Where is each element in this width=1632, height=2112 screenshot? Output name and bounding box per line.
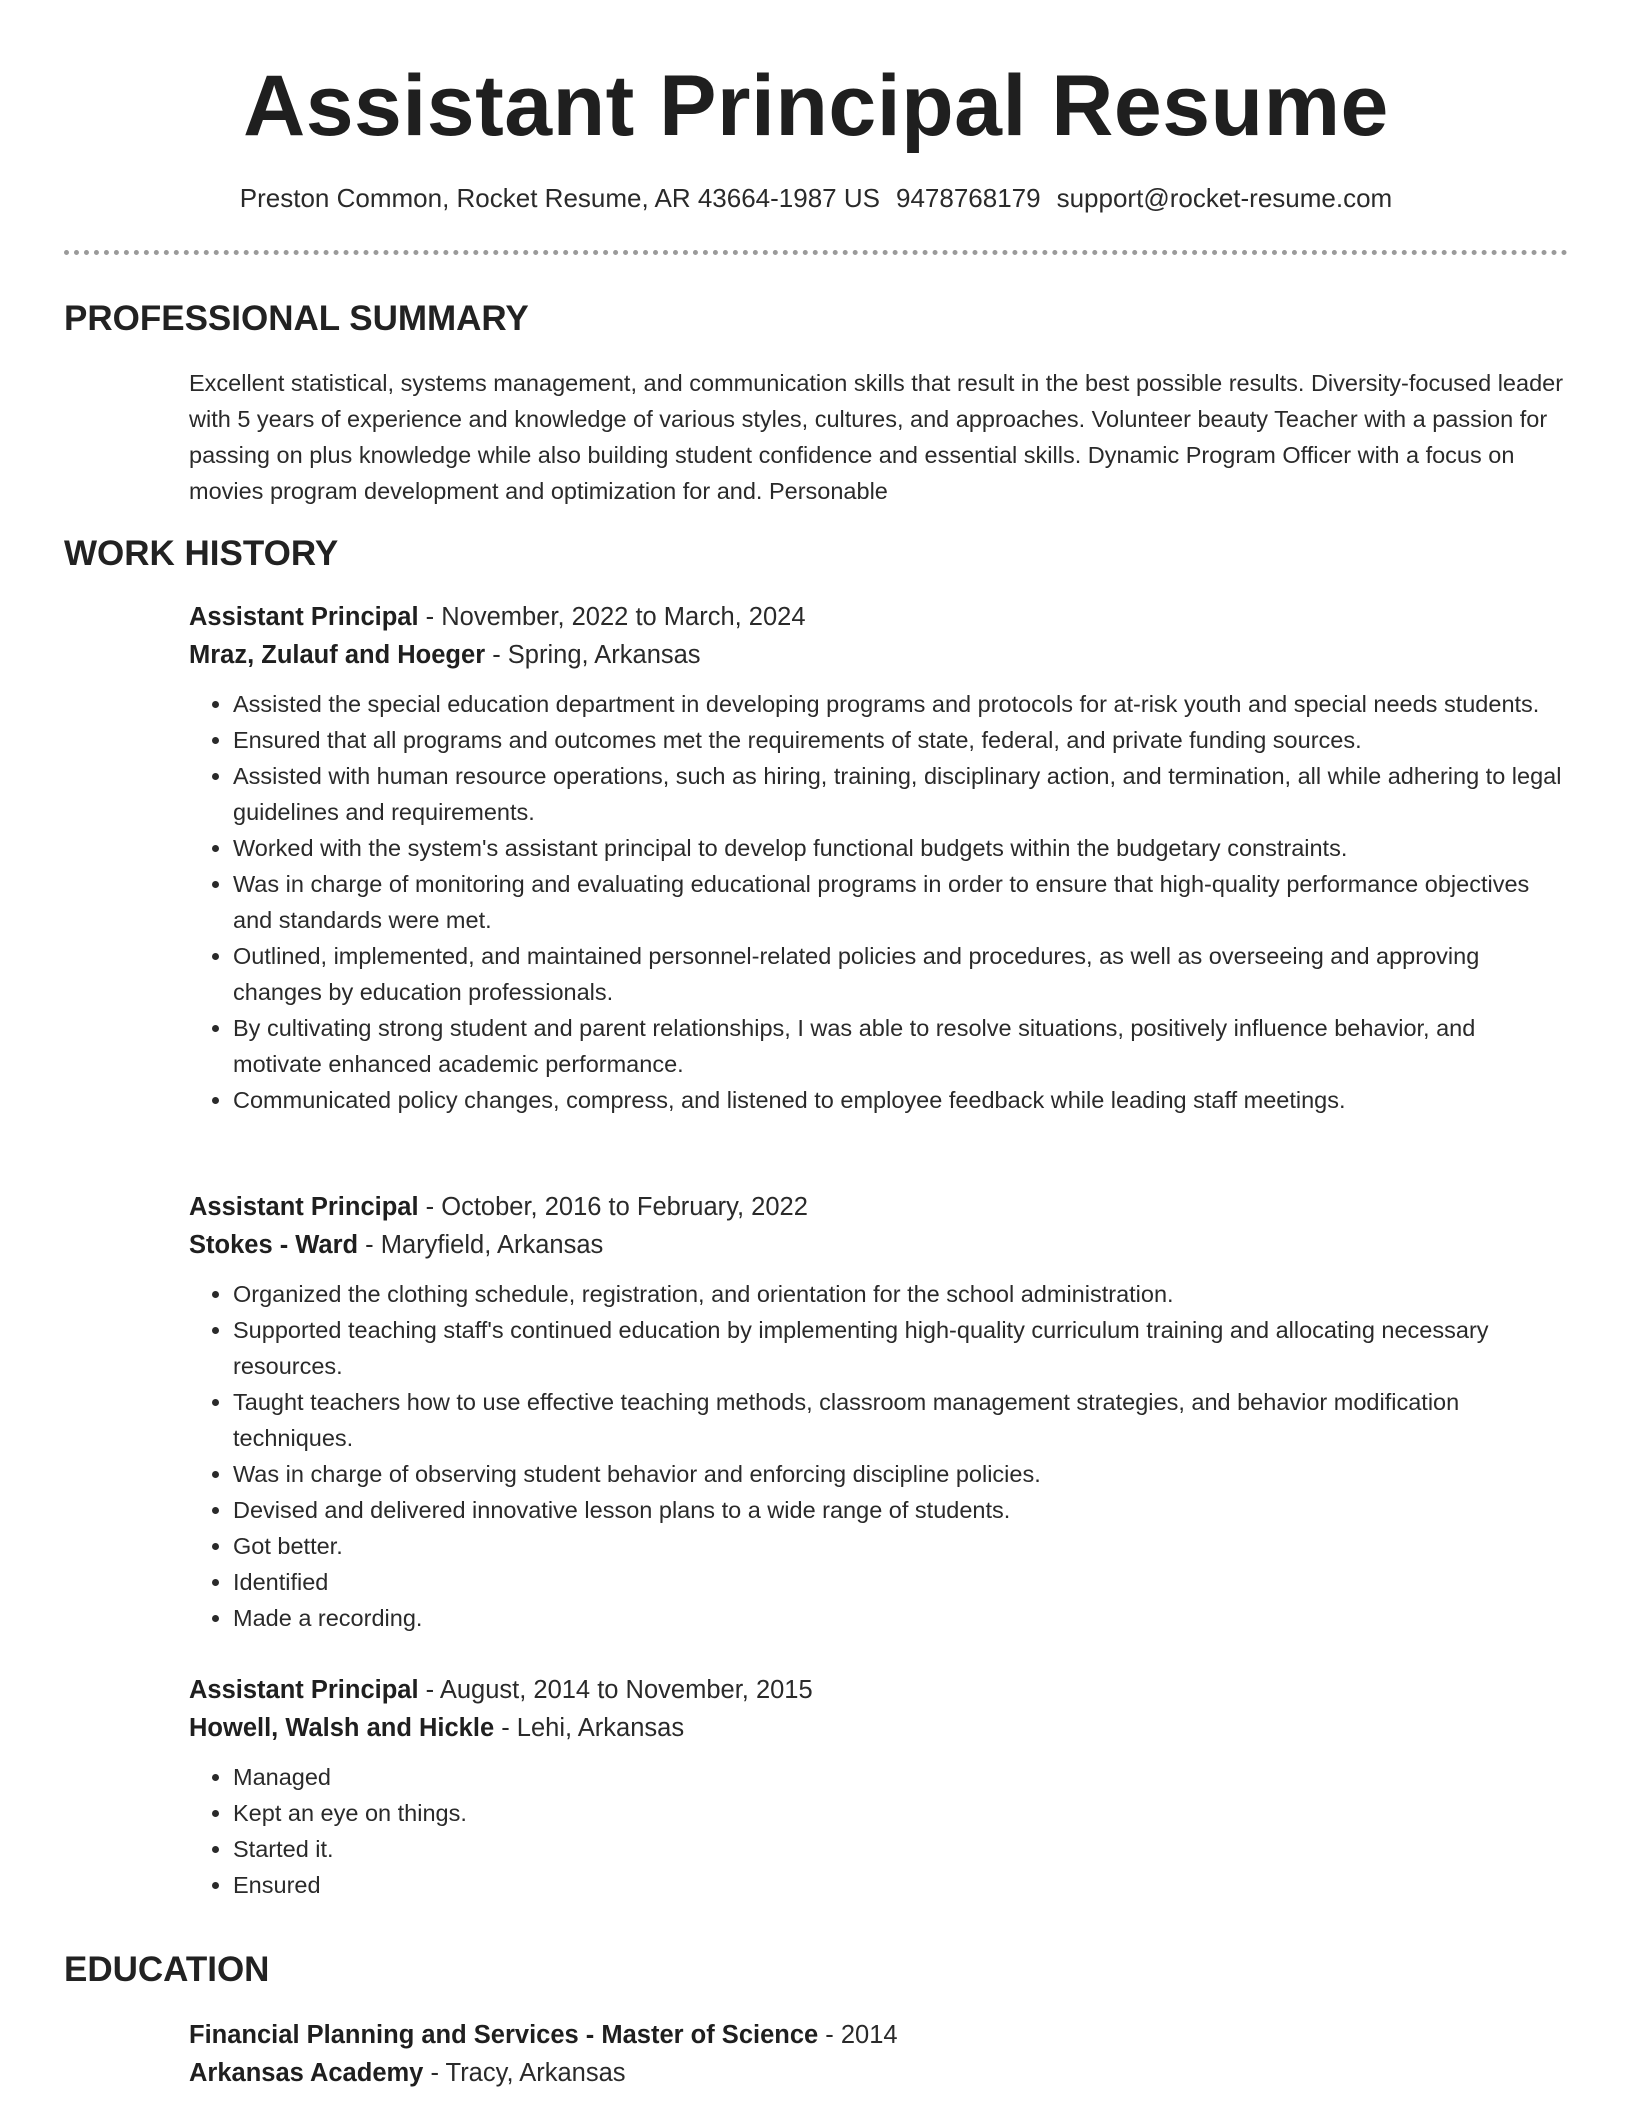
job-bullet: • Got better. [233, 1528, 1569, 1564]
job-title: Assistant Principal [189, 603, 419, 631]
contact-phone: 9478768179 [895, 183, 1041, 213]
job-entry [189, 598, 1569, 1118]
education-location: - Tracy, Arkansas [423, 2059, 626, 2087]
job-dates: - November, 2022 to March, 2024 [418, 603, 806, 631]
job-bullet: • Assisted the special education department in developing programs and protocols for at-risk youth and special needs students. [233, 686, 1569, 722]
job-dates: - October, 2016 to February, 2022 [418, 1193, 808, 1221]
job-bullet: • Was in charge of monitoring and evaluating educational programs in order to ensure that high-quality performance objectives and standards were met. [233, 866, 1569, 938]
contact-line [0, 180, 1632, 216]
job-location: - Lehi, Arkansas [494, 1714, 685, 1742]
job-bullet: • Supported teaching staff's continued education by implementing high-quality curriculum training and allocating necessary resources. [233, 1312, 1569, 1384]
job-company: Stokes - Ward [189, 1231, 359, 1259]
header-divider [64, 250, 1568, 255]
contact-address: Preston Common, Rocket Resume, AR 43664-1987 US [239, 183, 880, 213]
job-bullet: • Assisted with human resource operations, such as hiring, training, disciplinary action, and termination, all while adhering to legal guidelines and requirements. [233, 758, 1569, 830]
job-location: - Spring, Arkansas [485, 641, 701, 669]
job-company-line [189, 1226, 1569, 1264]
section-heading-education: EDUCATION [64, 1950, 270, 1989]
job-bullet: • Outlined, implemented, and maintained personnel-related policies and procedures, as well as overseeing and approving changes by education professionals. [233, 938, 1569, 1010]
job-company: Howell, Walsh and Hickle [189, 1714, 495, 1742]
job-title: Assistant Principal [189, 1676, 419, 1704]
education-entry [189, 2016, 1569, 2092]
education-degree: Financial Planning and Services - Master of Science [189, 2021, 819, 2049]
job-title-line [189, 1671, 1569, 1709]
job-company-line [189, 636, 1569, 674]
job-entry [189, 1188, 1569, 1636]
job-location: - Maryfield, Arkansas [358, 1231, 604, 1259]
job-entry [189, 1671, 1569, 1903]
job-company: Mraz, Zulauf and Hoeger [189, 641, 486, 669]
job-bullet: • Kept an eye on things. [233, 1795, 1569, 1831]
job-bullet: • Made a recording. [233, 1600, 1569, 1636]
job-bullet: • Organized the clothing schedule, registration, and orientation for the school administration. [233, 1276, 1569, 1312]
job-bullet: • Started it. [233, 1831, 1569, 1867]
education-year: - 2014 [818, 2021, 898, 2049]
job-bullet: • By cultivating strong student and parent relationships, I was able to resolve situations, positively influence behavior, and motivate enhanced academic performance. [233, 1010, 1569, 1082]
education-school-line [189, 2054, 1569, 2092]
job-bullet-list [189, 1759, 1569, 1903]
professional-summary: Excellent statistical, systems management, and communication skills that result in the best possible results. Diversity-focused leader with 5 years of experience and knowledge of various styles, cultures, and approaches. Volunteer beauty Teacher with a passion for passing on plus knowledge while also building student confidence and essential skills. Dynamic Program Officer with a focus on movies program development and optimization for and. Personable [189, 370, 1564, 504]
section-heading-work-history: WORK HISTORY [64, 534, 339, 573]
education-degree-line [189, 2016, 1569, 2054]
job-bullet: • Communicated policy changes, compress, and listened to employee feedback while leading staff meetings. [233, 1082, 1569, 1118]
job-bullet-list [189, 686, 1569, 1118]
job-dates: - August, 2014 to November, 2015 [418, 1676, 813, 1704]
job-bullet: • Worked with the system's assistant principal to develop functional budgets within the budgetary constraints. [233, 830, 1569, 866]
job-bullet: • Ensured [233, 1867, 1569, 1903]
section-heading-summary: PROFESSIONAL SUMMARY [64, 299, 529, 338]
page-title: Assistant Principal Resume [243, 58, 1389, 154]
job-bullet: • Identified [233, 1564, 1569, 1600]
job-title-line [189, 598, 1569, 636]
job-bullet: • Taught teachers how to use effective teaching methods, classroom management strategies, and behavior modification techniques. [233, 1384, 1569, 1456]
job-title: Assistant Principal [189, 1193, 419, 1221]
job-title-line [189, 1188, 1569, 1226]
job-bullet: • Ensured that all programs and outcomes met the requirements of state, federal, and private funding sources. [233, 722, 1569, 758]
job-bullet: • Devised and delivered innovative lesson plans to a wide range of students. [233, 1492, 1569, 1528]
job-company-line [189, 1709, 1569, 1747]
job-bullet-list [189, 1276, 1569, 1636]
education-school: Arkansas Academy [189, 2059, 424, 2087]
job-bullet: • Managed [233, 1759, 1569, 1795]
job-bullet: • Was in charge of observing student behavior and enforcing discipline policies. [233, 1456, 1569, 1492]
contact-email: support@rocket-resume.com [1056, 183, 1393, 213]
